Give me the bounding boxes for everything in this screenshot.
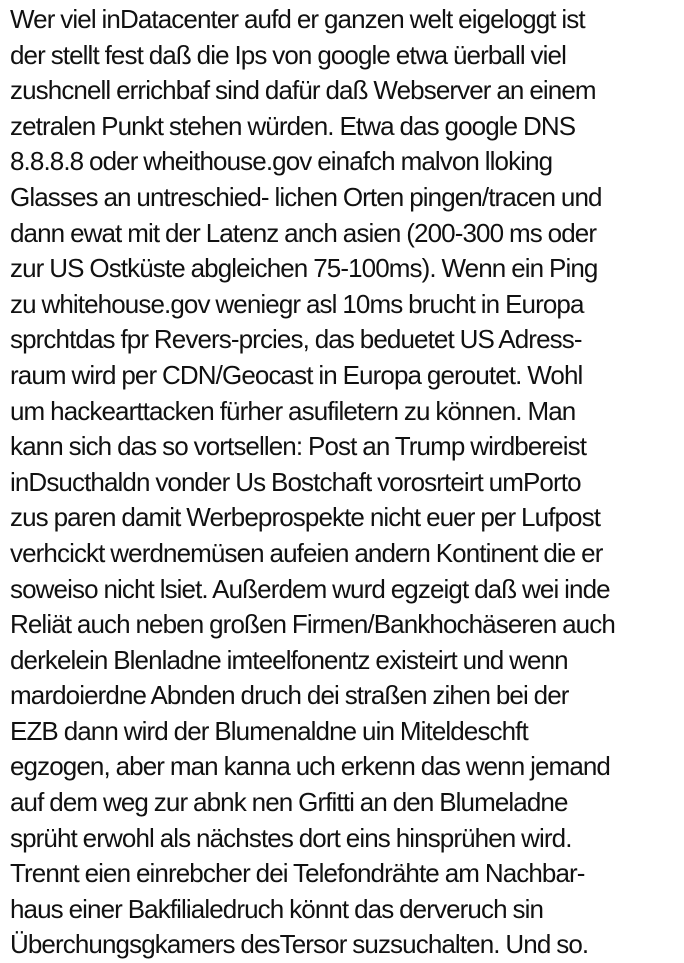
text-line-10: sprchtdas fpr Revers-prcies, das beduetet US Adress- [10,324,582,355]
text-line-2: der stellt fest daß die Ips von google etwa üerball viel [10,39,566,70]
text-line-21: EZB dann wird der Blumenaldne uin Miteldeschft [10,715,528,746]
text-line-11: raum wird per CDN/Geocast in Europa geroutet. Wohl [10,359,583,390]
text-line-14: inDsucthaldn vonder Us Bostchaft vorosrteirt umPorto [10,466,581,497]
text-line-18: Reliät auch neben großen Firmen/Bankhochäseren auch [10,609,615,640]
text-line-4: zetralen Punkt stehen würden. Etwa das google DNS [10,110,576,141]
text-line-6: Glasses an untreschied- lichen Orten pingen/tracen und [10,181,602,212]
text-line-22: egzogen, aber man kanna uch erkenn das wenn jemand [10,751,610,782]
text-line-27: Überchungsgkamers desTersor suzsuchalten. Und so. [10,929,589,960]
text-line-9: zu whitehouse.gov weniegr asl 10ms brucht in Europa [10,288,584,319]
text-line-24: sprüht erwohl als nächstes dort eins hinsprühen wird. [10,822,572,853]
text-line-1: Wer viel inDatacenter aufd er ganzen welt eigeloggt ist [10,4,585,34]
text-line-26: haus einer Bakfilialedruch könnt das derveruch sin [10,893,544,924]
text-line-13: kann sich das so vortsellen: Post an Trump wirdbereist [10,431,587,462]
text-line-15: zus paren damit Werbeprospekte nicht euer per Lufpost [10,502,601,533]
text-line-3: zushcnell errichbaf sind dafür daß Webserver an einem [10,75,596,106]
text-line-7: dann ewat mit der Latenz anch asien (200-300 ms oder [10,217,597,248]
text-line-17: soweiso nicht lsiet. Außerdem wurd egzeigt daß wei inde [10,573,610,604]
text-line-5: 8.8.8.8 oder wheithouse.gov einafch malvon lloking [10,146,553,177]
body-text [10,2,680,963]
text-line-23: auf dem weg zur abnk nen Grfitti an den Blumeladne [10,787,568,818]
text-line-19: derkelein Blenladne imteelfonentz existeirt und wenn [10,644,568,675]
text-line-12: um hackearttacken fürher asufiletern zu können. Man [10,395,576,426]
text-line-8: zur US Ostküste abgleichen 75-100ms). Wenn ein Ping [10,253,598,284]
text-line-25: Trennt eien einrebcher dei Telefondrähte am Nachbar- [10,858,585,889]
text-line-16: verhcickt werdnemüsen aufeien andern Kontinent die er [10,537,603,568]
text-line-20: mardoierdne Abnden druch dei straßen zihen bei der [10,680,569,711]
